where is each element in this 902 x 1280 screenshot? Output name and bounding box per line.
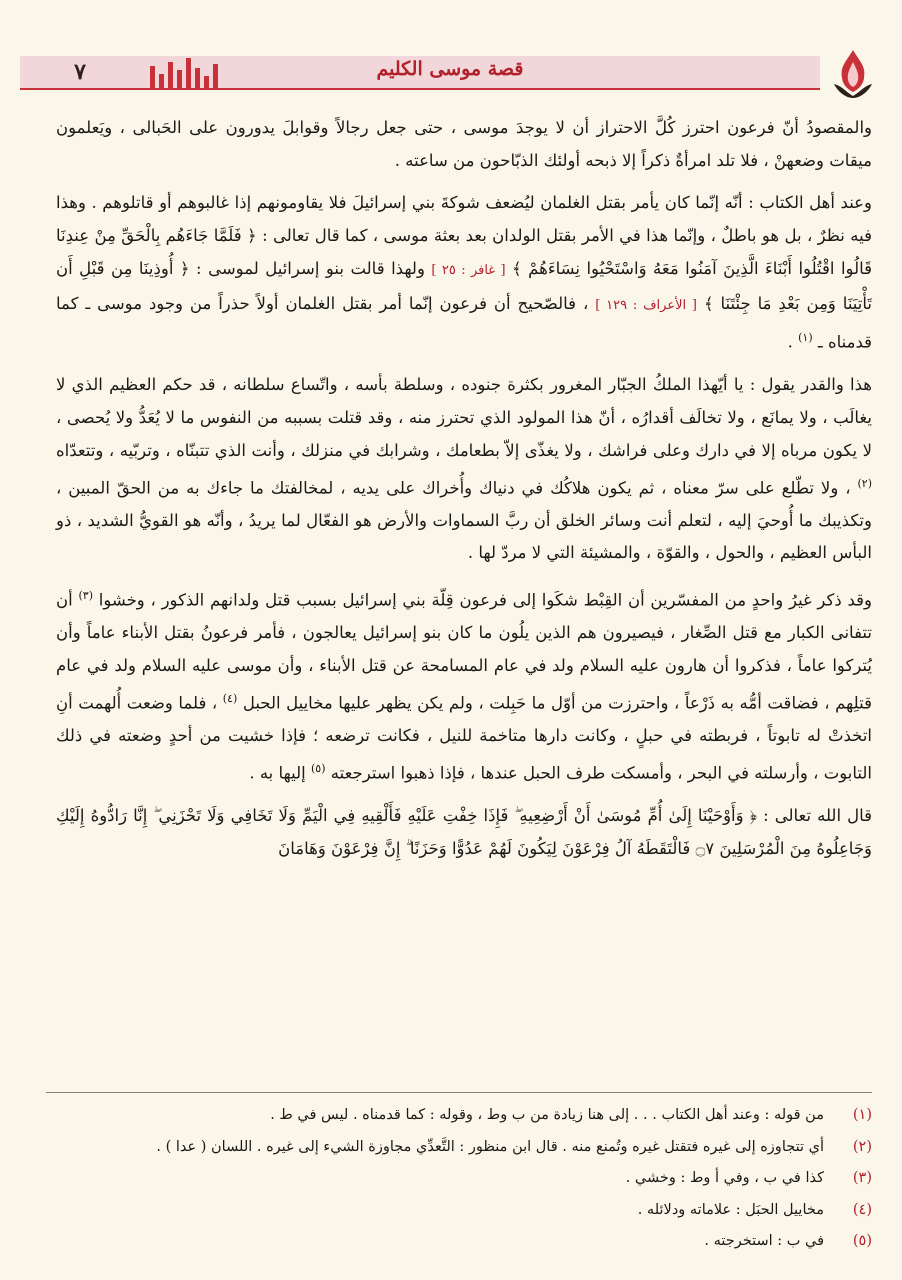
flame-logo-icon <box>830 48 876 98</box>
quran-verse: ﴿ وَأَوْحَيْنَا إِلَىٰ أُمِّ مُوسَىٰ أَنْ أَرْضِعِيهِ ۖ فَإِذَا خِفْتِ عَلَيْهِ فَأَلْقِيهِ فِي الْيَمِّ وَلَا تَخَافِي وَلَا تَحْزَنِي ۖ إِنَّا رَادُّوهُ إِلَيْكِ وَجَاعِلُوهُ مِنَ الْمُرْسَلِينَ ۝٧ فَالْتَقَطَهُ آلُ فِرْعَوْنَ لِيَكُونَ لَهُمْ عَدُوًّا وَحَزَنًا ۗ إِنَّ فِرْعَوْنَ وَهَامَانَ <box>56 805 872 858</box>
quran-verse: ﴿ فَلَمَّا جَاءَهُم بِالْحَقِّ مِنْ عِندِنَا قَالُوا اقْتُلُوا أَبْنَاءَ الَّذِينَ آمَنُوا مَعَهُ وَاسْتَحْيُوا نِسَاءَهُمْ ﴾ <box>56 226 873 278</box>
footnote-number: (٤) <box>852 1201 872 1218</box>
footnote-marker: (٢) <box>857 476 873 490</box>
paragraph-text: ، فالصّحيح أن فرعون إنّما أمر بقتل الغلمان أولاً حذراً من وجود موسى ـ كما قدمناه ـ <box>56 293 872 352</box>
footnote-text: في ب : استخرجته . <box>704 1233 824 1249</box>
footnote-text: مخاييل الحبَل : علاماته ودلائله . <box>637 1201 824 1218</box>
footnote-item <box>56 1163 872 1195</box>
paragraph-text: وعند أهل الكتاب : أنّه إنّما كان يأمر بقتل الغلمان ليُضعف شوكةَ بني إسرائيلَ فلا يقاومونهم إذا غالبوهم أو قاتلوهم . وهذا فيه نظرٌ ، بل هو باطلٌ ، وإنّما هذا في الأمر بقتل الولدان بعد بعثة موسى ، كما قال تعالى : <box>56 193 872 246</box>
page-number: ٧ <box>74 59 86 85</box>
footnote-item <box>56 1132 872 1164</box>
footnote-number: (١) <box>852 1107 872 1123</box>
footnote-number: (٢) <box>852 1138 872 1155</box>
sura-reference: [ الأعراف : ١٢٩ ] <box>595 297 697 313</box>
footnote-text: من قوله : وعند أهل الكتاب . . . إلى هنا زيادة من ب وط ، وقوله : كما قدمناه . ليس في ط . <box>270 1107 824 1123</box>
footnote-marker: (٥) <box>311 761 326 775</box>
footnote-marker: (٤) <box>222 691 238 705</box>
page-header <box>20 48 882 98</box>
footnote-item <box>56 1195 872 1227</box>
paragraph-1 <box>56 112 872 177</box>
paragraph-text: . <box>787 332 793 352</box>
paragraph-text: والمقصودُ أنّ فرعون احترز كُلَّ الاحتراز أن لا يوجدَ موسى ، حتى جعل رجالاً وقوابلَ يدورون على الحَبالى ، ويَعلمون ميقات وضعهنْ ، فلا تلد امرأةٌ ذكراً إلا ذبحه أولئك الذبّاحون من ساعته . <box>56 118 872 170</box>
paragraph-3 <box>56 369 872 570</box>
paragraph-text: ، ولا تطّلع على سرّ معناه ، ثم يكون هلاكُك في دنياك وأُخراك على يديه ، لمخالفتك ما جاءك به من الحقّ المبين ، وتكذيبك ما أُوحيَ إليه ، لتعلم أنت وسائر الخلق أن ربَّ السماوات والأرض هو الفعّال لما يريدُ ، وأنّه هو القويُّ الشديد ، ذو البأس العظيم ، والحول ، والقوّة ، والمشيئة التي لا مردّ لها . <box>56 478 872 563</box>
paragraph-text: أن تتفانى الكبار مع قتل الصِّغار ، فيصيرون هم الذين يلُون ما كان بنو إسرائيل يعالجون ، فأمر فرعونُ بقتل الأبناء عاماً وأن يُتركوا عاماً ، فذكروا أن هارون عليه السلام ولد في عام المسامحة عن قتل الأبناء ، وأن موسى عليه السلام ولد في عام قتلِهم ، فضاقت أمُّه به ذَرْعاً ، واحترزت من أوّل ما حَبِلت ، ولم يكن يظهر عليها مخاييل الحبل <box>56 590 872 713</box>
paragraph-text: قال الله تعالى : <box>763 805 873 825</box>
footnote-text: كذا في ب ، وفي أ وط : وخشي . <box>625 1170 824 1186</box>
quran-verse: ﴿ أُوذِينَا مِن قَبْلِ أَن تَأْتِيَنَا وَمِن بَعْدِ مَا جِئْتَنَا ﴾ <box>56 258 872 313</box>
paragraph-text: وقد ذكر غيرُ واحدٍ من المفسّرين أن القِبْط شكَوا إلى فرعون قِلّة بني إسرائيل بسبب قتل ولدانهم الذكور ، وخشوا <box>98 590 873 610</box>
header-ornament <box>150 56 218 88</box>
running-title: قصة موسى الكليم <box>376 58 524 80</box>
footnote-marker: (٣) <box>78 589 93 603</box>
paragraph-4 <box>56 580 872 790</box>
paragraph-2 <box>56 187 872 359</box>
main-text <box>56 112 872 875</box>
footnote-marker: (١) <box>798 331 813 345</box>
footnote-divider <box>46 1092 872 1093</box>
footnote-text: أي تتجاوزه إلى غيره فتقتل غيره وتُمنع منه . قال ابن منظور : التَّعدِّي مجاوزة الشيء إلى غيره . اللسان ( عدا ) . <box>156 1138 824 1155</box>
footnote-number: (٥) <box>852 1233 872 1249</box>
footnote-number: (٣) <box>852 1170 872 1186</box>
footnotes <box>56 1100 872 1258</box>
paragraph-text: إليها به . <box>249 763 306 783</box>
sura-reference: [ غافر : ٢٥ ] <box>431 262 506 278</box>
paragraph-text: هذا والقدر يقول : يا أيّهذا الملكُ الجبّار المغرور بكثرة جنوده ، وسلطة بأسه ، واتّساع سلطانه ، قد حكم العظيم الذي لا يغالَب ، ولا يمانَع ، ولا تخالَف أقدارُه ، أنّ هذا المولود الذي تحترز منه ، وقد قتلت بسببه من النفوس ما لا يُعَدُّ ولا يُحصى ، لا يكون مرباه إلا في دارك وعلى فراشك ، ولا يغذّى إلاّ بطعامك ، وشرابك في منزلك ، وأنت الذي تتبنّاه ، وتربّيه ، وتتعدّاه <box>56 375 872 460</box>
paragraph-text: ولهذا قالت بنو إسرائيل لموسى : <box>196 258 425 278</box>
paragraph-text: ، فلما وضعت أُلهمت أنِ اتخذتْ له تابوتاً ، فربطته في حبلٍ ، وكانت دارها متاخمة للنيل ، فكانت ترضعه ؛ فإذا خشيت من أحدٍ وضعته في ذلك التابوت ، وأرسلته في البحر ، وأمسكت طرف الحبل عندها ، فإذا ذهبوا استرجعته <box>56 693 872 783</box>
footnote-item <box>56 1100 872 1132</box>
paragraph-5 <box>56 800 872 865</box>
footnote-item <box>56 1226 872 1258</box>
